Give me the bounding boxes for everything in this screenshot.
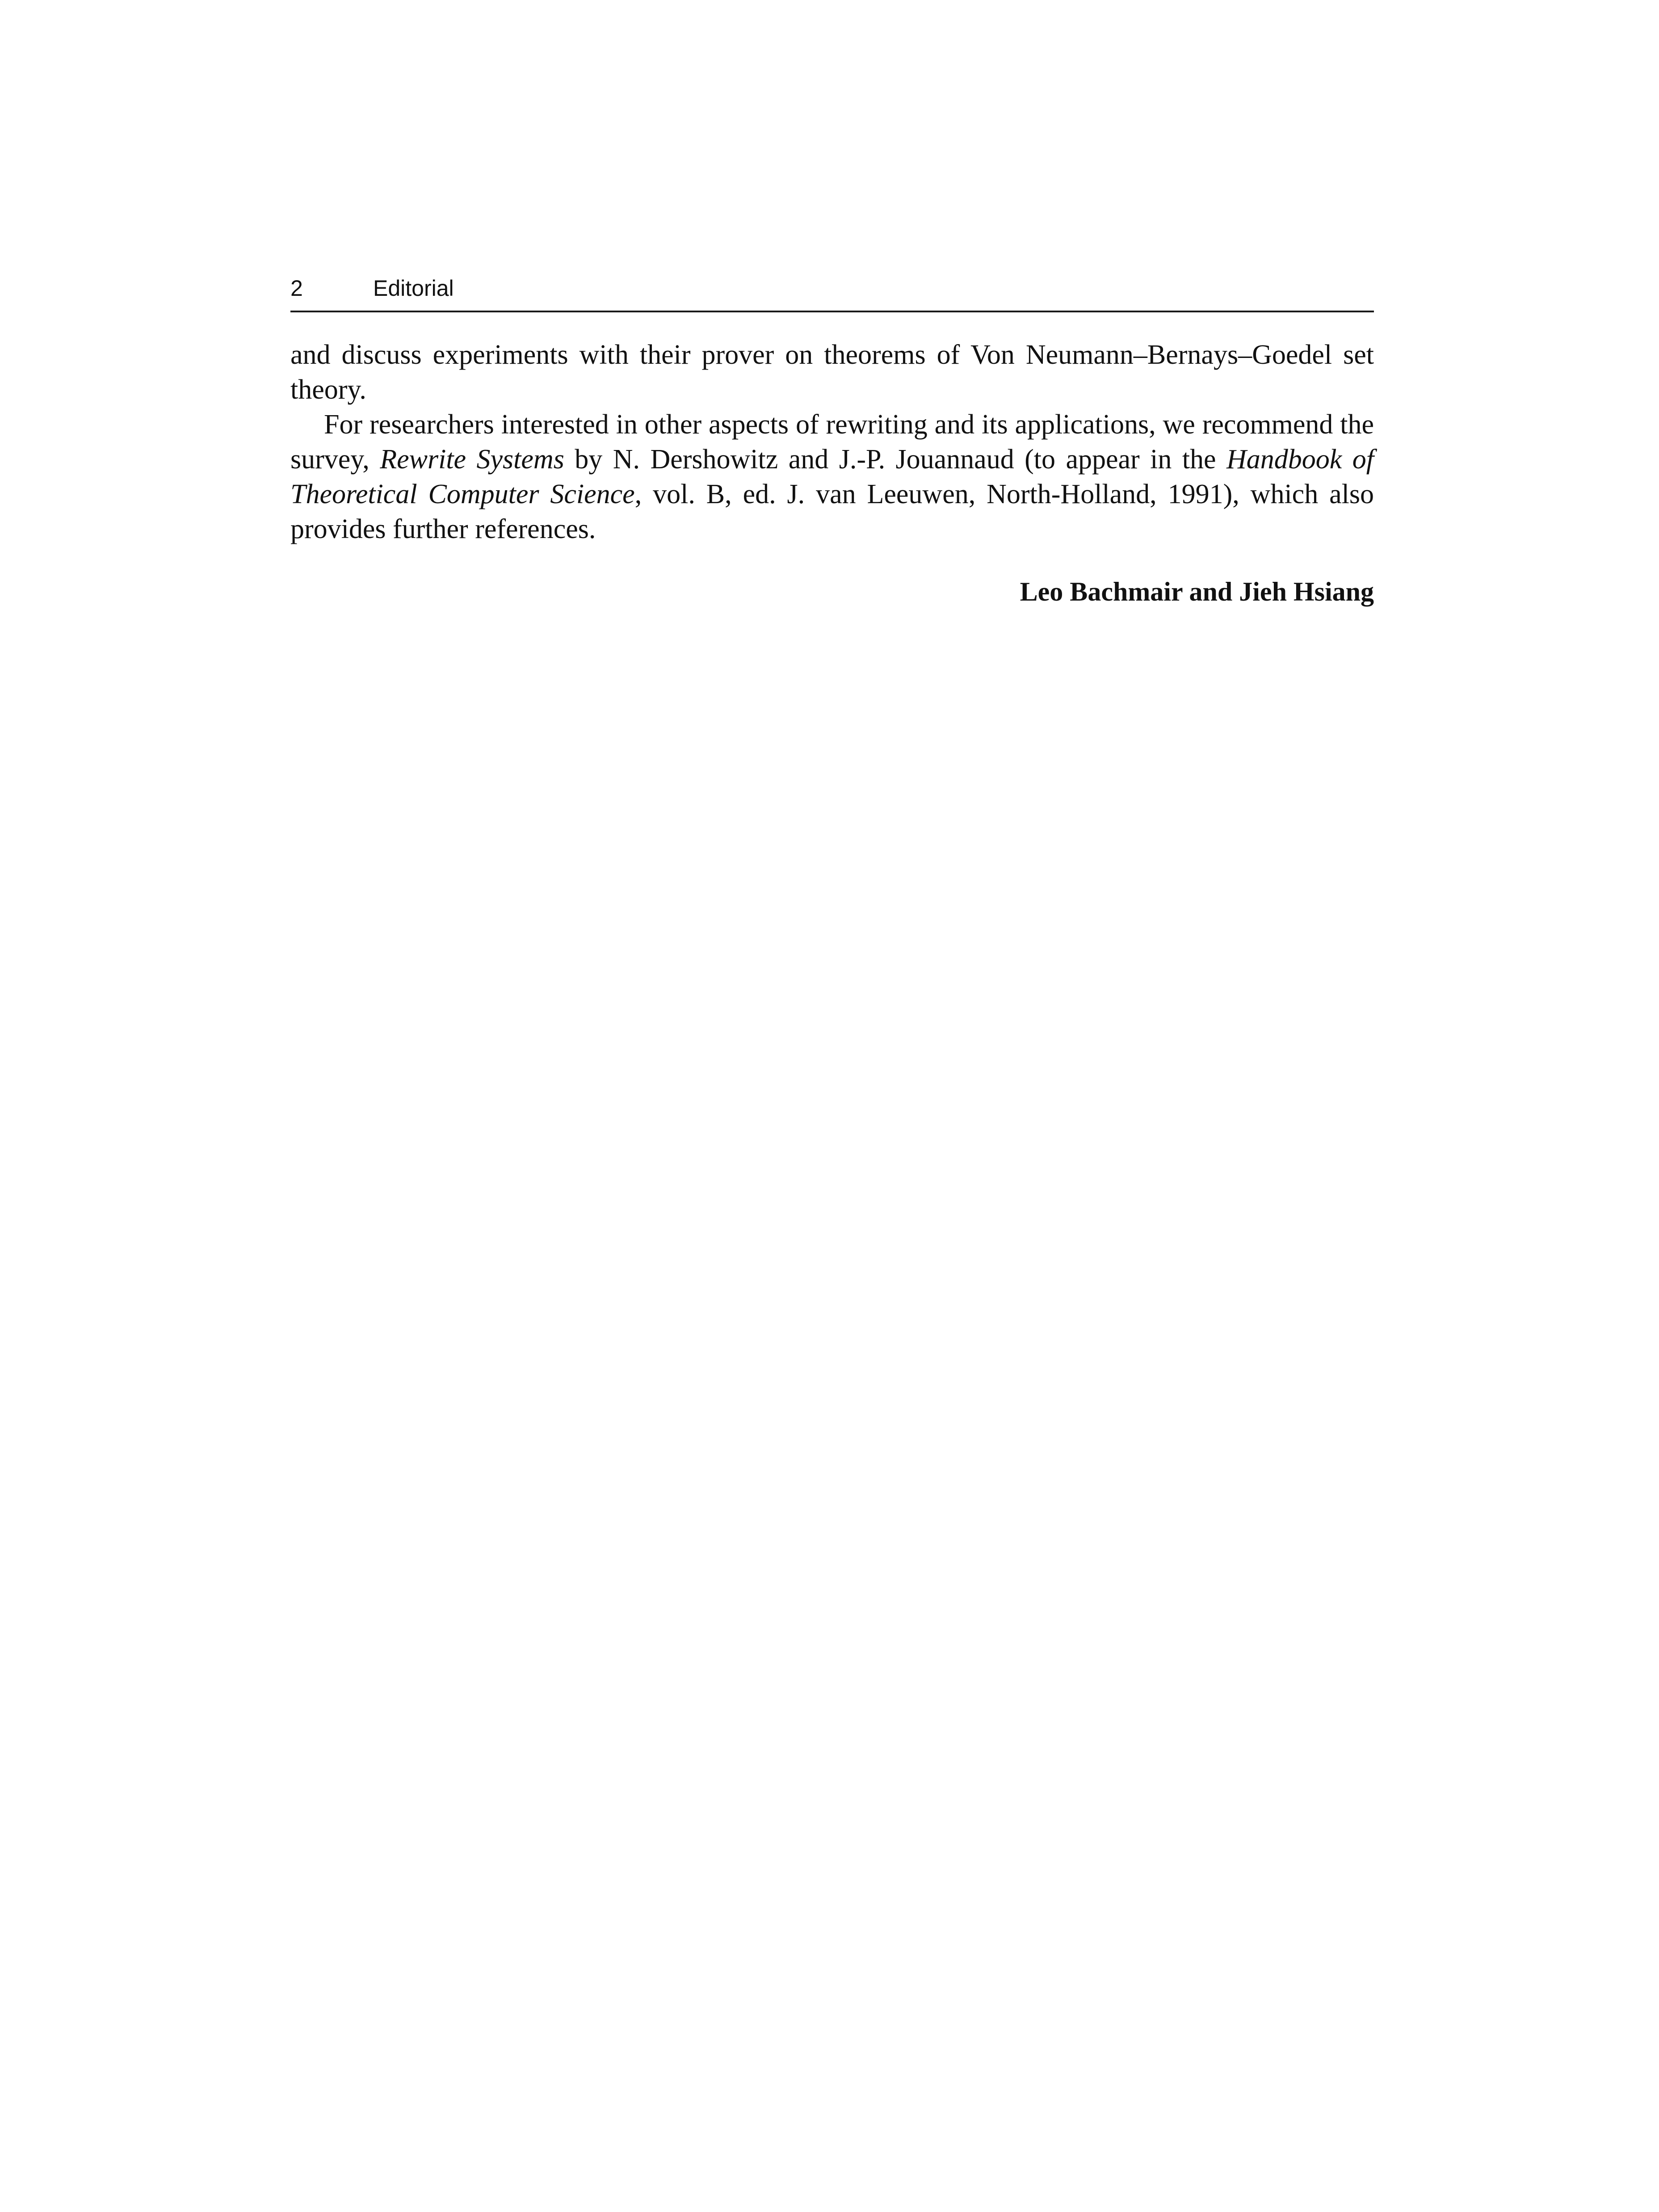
- paragraph-text: by N. Dershowitz and J.-P. Jouannaud (to appear in the: [564, 444, 1227, 475]
- paragraph-recommendation: [290, 407, 1374, 547]
- paragraph-text: , vol. B, ed. J. van Leeuwen, North-Holland, 1991), which also provides further references.: [290, 479, 1374, 544]
- author-signature: Leo Bachmair and Jieh Hsiang: [1020, 577, 1374, 606]
- handbook-title: Handbook of Theoretical Computer Science: [290, 444, 1374, 509]
- page-number: 2: [290, 276, 303, 301]
- paragraph-continuation: [290, 337, 1374, 407]
- survey-title: Rewrite Systems: [380, 444, 564, 475]
- running-title: Editorial: [373, 276, 454, 301]
- paragraph-text: and discuss experiments with their prover on theorems of Von Neumann–Bernays–Goedel set theory.: [290, 340, 1374, 405]
- paragraph-text: For researchers interested in other aspects of rewriting and its applications, we recommend the survey,: [290, 409, 1374, 475]
- running-head: [290, 270, 1374, 312]
- body-text: [290, 337, 1374, 547]
